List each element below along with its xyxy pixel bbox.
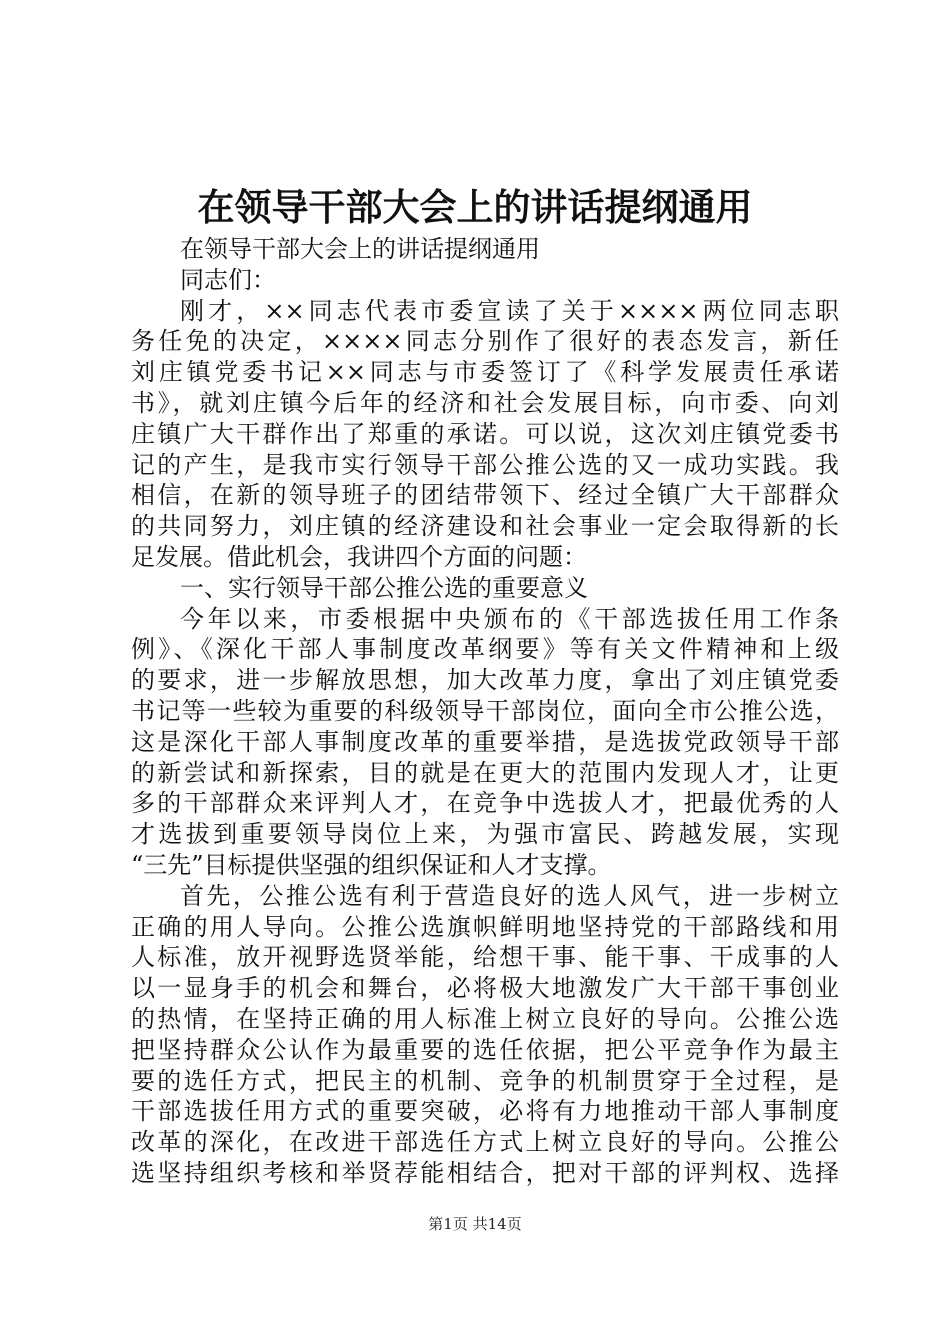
text-line: 刚才，××同志代表市委宣读了关于××××两位同志职 (180, 296, 839, 325)
text-line: 书》，就刘庄镇今后年的经济和社会发展目标，向市委、向刘 (131, 388, 839, 417)
text-line: 以一显身手的机会和舞台，必将极大地激发广大干部干事创业 (131, 974, 839, 1003)
page-footer: 第1页 共14页 (428, 1215, 522, 1233)
text-line: 一、实行领导干部公推公选的重要意义 (180, 573, 588, 602)
text-line: 改革的深化，在改进干部选任方式上树立良好的导向。公推公 (131, 1128, 839, 1157)
text-line: 要的选任方式，把民主的机制、竞争的机制贯穿于全过程，是 (131, 1066, 839, 1095)
text-line: 足发展。借此机会，我讲四个方面的问题： (131, 542, 587, 571)
text-line: 正确的用人导向。公推公选旗帜鲜明地坚持党的干部路线和用 (131, 912, 839, 941)
text-line: 的要求，进一步解放思想，加大改革力度，拿出了刘庄镇党委 (131, 666, 839, 695)
text-line: “三先”目标提供坚强的组织保证和人才支撑。 (131, 850, 612, 879)
text-line: 在领导干部大会上的讲话提纲通用 (180, 235, 540, 263)
text-line: 例》、《深化干部人事制度改革纲要》等有关文件精神和上级 (131, 635, 839, 664)
text-line: 的共同努力，刘庄镇的经济建设和社会事业一定会取得新的长 (131, 512, 839, 541)
text-line: 书记等一些较为重要的科级领导干部岗位，面向全市公推公选， (131, 696, 839, 725)
text-line: 的热情，在坚持正确的用人标准上树立良好的导向。公推公选 (131, 1004, 839, 1033)
text-line: 干部选拔任用方式的重要突破，必将有力地推动干部人事制度 (131, 1097, 839, 1126)
text-line: 今年以来，市委根据中央颁布的《干部选拔任用工作条 (180, 604, 839, 633)
text-line: 务任免的决定，××××同志分别作了很好的表态发言，新任 (131, 327, 839, 356)
text-line: 庄镇广大干群作出了郑重的承诺。可以说，这次刘庄镇党委书 (131, 419, 839, 448)
text-line: 人标准，放开视野选贤举能，给想干事、能干事、干成事的人 (131, 943, 839, 972)
text-line: 多的干部群众来评判人才，在竞争中选拔人才，把最优秀的人 (131, 789, 839, 818)
text-line: 首先，公推公选有利于营造良好的选人风气，进一步树立 (180, 881, 839, 910)
text-line: 同志们： (180, 265, 276, 294)
text-line: 刘庄镇党委书记××同志与市委签订了《科学发展责任承诺 (131, 358, 839, 387)
text-line: 相信，在新的领导班子的团结带领下、经过全镇广大干部群众 (131, 481, 839, 510)
text-line: 把坚持群众公认作为最重要的选任依据，把公平竞争作为最主 (131, 1035, 839, 1064)
text-line: 的新尝试和新探索，目的就是在更大的范围内发现人才，让更 (131, 758, 839, 787)
text-line: 才选拔到重要领导岗位上来，为强市富民、跨越发展，实现 (131, 820, 839, 849)
document-body (131, 234, 839, 1189)
text-line: 记的产生，是我市实行领导干部公推公选的又一成功实践。我 (131, 450, 839, 479)
document-title: 在领导干部大会上的讲话提纲通用 (197, 186, 753, 229)
text-line: 这是深化干部人事制度改革的重要举措，是选拔党政领导干部 (131, 727, 839, 756)
text-line: 选坚持组织考核和举贤荐能相结合，把对干部的评判权、选择 (131, 1158, 839, 1187)
